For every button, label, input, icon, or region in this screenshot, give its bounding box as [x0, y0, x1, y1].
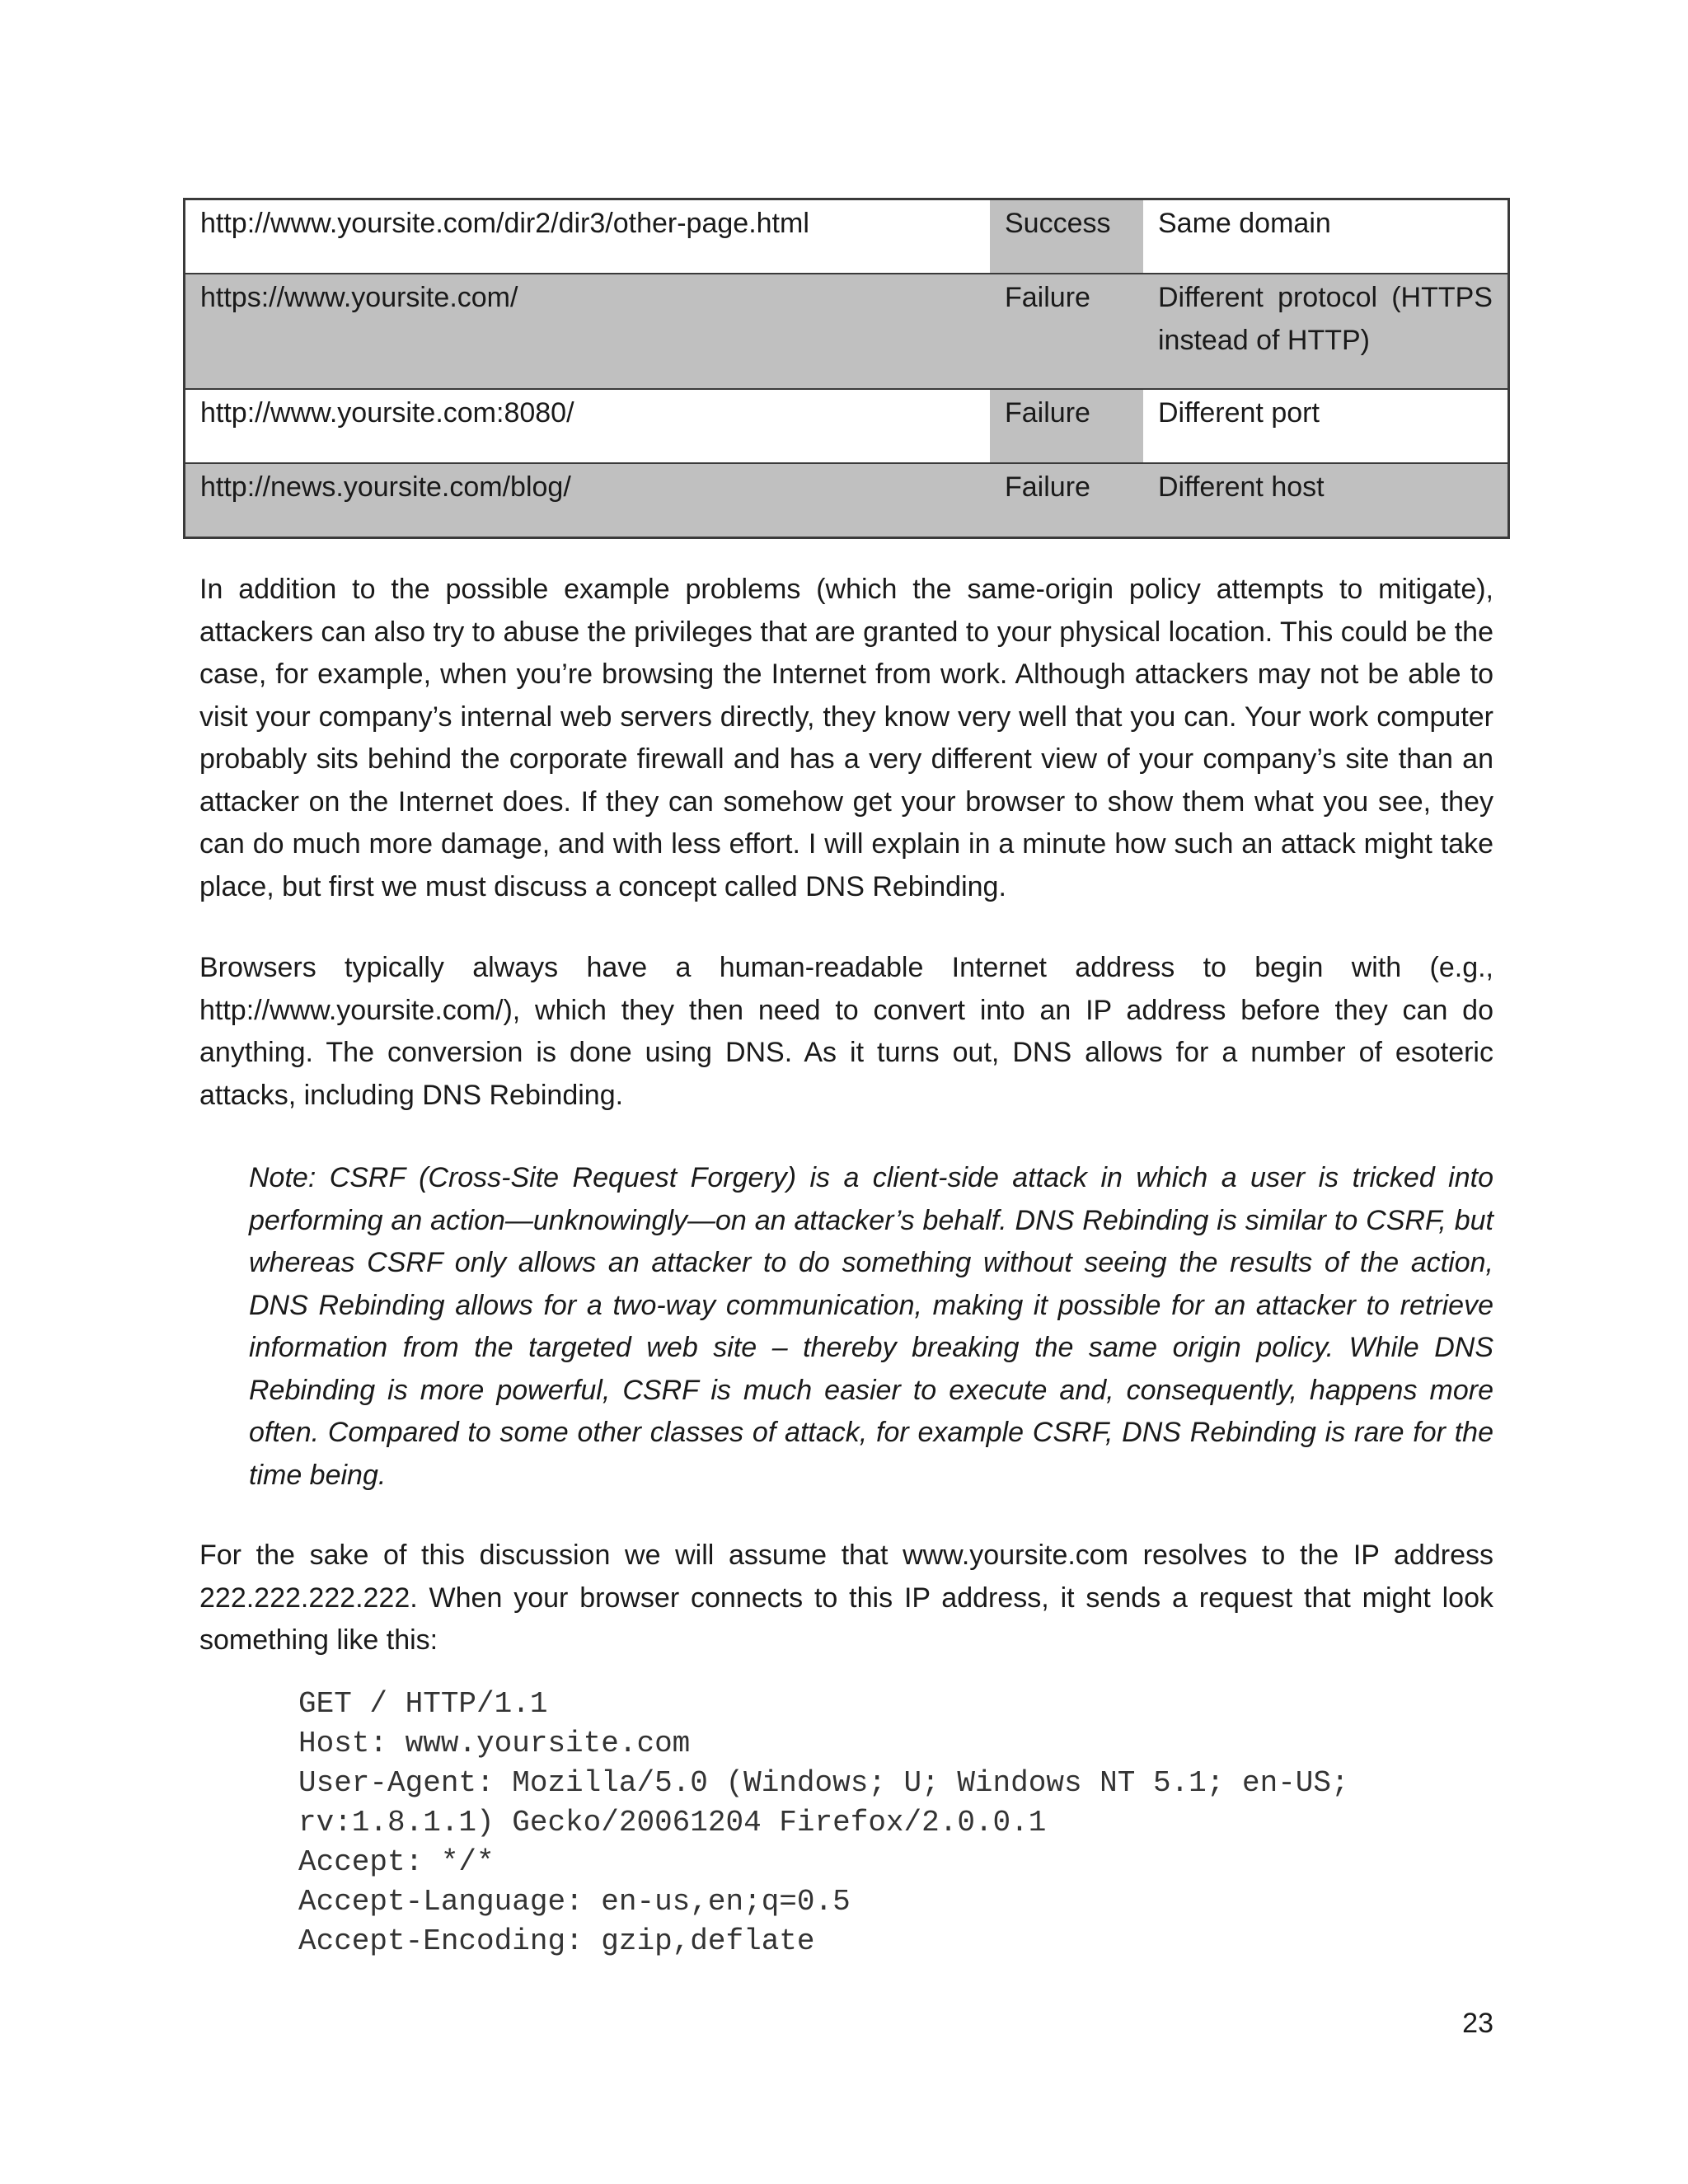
- result-cell: Failure: [990, 389, 1143, 463]
- code-line: Accept: */*: [298, 1845, 495, 1879]
- reason-cell: Same domain: [1143, 199, 1509, 274]
- table-row: [185, 274, 1509, 389]
- code-line: Accept-Encoding: gzip,deflate: [298, 1924, 815, 1958]
- paragraph-dns-intro: Browsers typically always have a human-readable Internet address to begin with (e.g., http://www.yoursite.com/), which they then need to convert into an IP address before they can do anything. The conversion is done using DNS. As it turns out, DNS allows for a number of esoteric attacks, including DNS Rebinding.: [199, 952, 1493, 1111]
- table-row: [185, 389, 1509, 463]
- code-line: Host: www.yoursite.com: [298, 1727, 691, 1760]
- url-cell: https://www.yoursite.com/: [185, 274, 991, 389]
- code-line: User-Agent: Mozilla/5.0 (Windows; U; Windows NT 5.1; en-US;: [298, 1766, 1349, 1800]
- result-cell: Success: [990, 199, 1143, 274]
- reason-cell: Different port: [1143, 389, 1509, 463]
- reason-cell: Different protocol (HTTPS instead of HTTP): [1143, 274, 1509, 389]
- result-cell: Failure: [990, 463, 1143, 538]
- code-line: GET / HTTP/1.1: [298, 1687, 548, 1721]
- url-cell: http://www.yoursite.com/dir2/dir3/other-page.html: [185, 199, 991, 274]
- code-line: Accept-Language: en-us,en;q=0.5: [298, 1885, 851, 1919]
- reason-cell: Different host: [1143, 463, 1509, 538]
- table-row: [185, 463, 1509, 538]
- code-line: rv:1.8.1.1) Gecko/20061204 Firefox/2.0.0.1: [298, 1806, 1047, 1840]
- table-row: [185, 199, 1509, 274]
- paragraph-physical-location: In addition to the possible example problems (which the same-origin policy attempts to mitigate), attackers can also try to abuse the privileges that are granted to your physical location. This could be the case, for example, when you’re browsing the Internet from work. Although attackers may not be able to visit your company’s internal web servers directly, they know very well that you can. Your work computer probably sits behind the corporate firewall and has a very different view of your company’s site than an attacker on the Internet does. If they can somehow get your browser to show them what you see, they can do much more damage, and with less effort. I will explain in a minute how such an attack might take place, but first we must discuss a concept called DNS Rebinding.: [199, 574, 1493, 902]
- url-cell: http://www.yoursite.com:8080/: [185, 389, 991, 463]
- origin-comparison-table: [183, 198, 1510, 539]
- http-request-code-block: [298, 1685, 1349, 1961]
- csrf-note: Note: CSRF (Cross-Site Request Forgery) is a client-side attack in which a user is tricked into performing an action—unknowingly—on an attacker’s behalf. DNS Rebinding is similar to CSRF, but whereas CSRF only allows an attacker to do something without seeing the results of the action, DNS Rebinding allows for a two-way communication, making it possible for an attacker to retrieve information from the targeted web site – thereby breaking the same origin policy. While DNS Rebinding is more powerful, CSRF is much easier to execute and, consequently, happens more often. Compared to some other classes of attack, for example CSRF, DNS Rebinding is rare for the time being.: [249, 1162, 1493, 1491]
- page-number: 23: [1462, 2008, 1493, 2039]
- url-cell: http://news.yoursite.com/blog/: [185, 463, 991, 538]
- result-cell: Failure: [990, 274, 1143, 389]
- paragraph-ip-assumption: For the sake of this discussion we will assume that www.yoursite.com resolves to the IP address 222.222.222.222. When your browser connects to this IP address, it sends a request that might look something like this:: [199, 1540, 1493, 1656]
